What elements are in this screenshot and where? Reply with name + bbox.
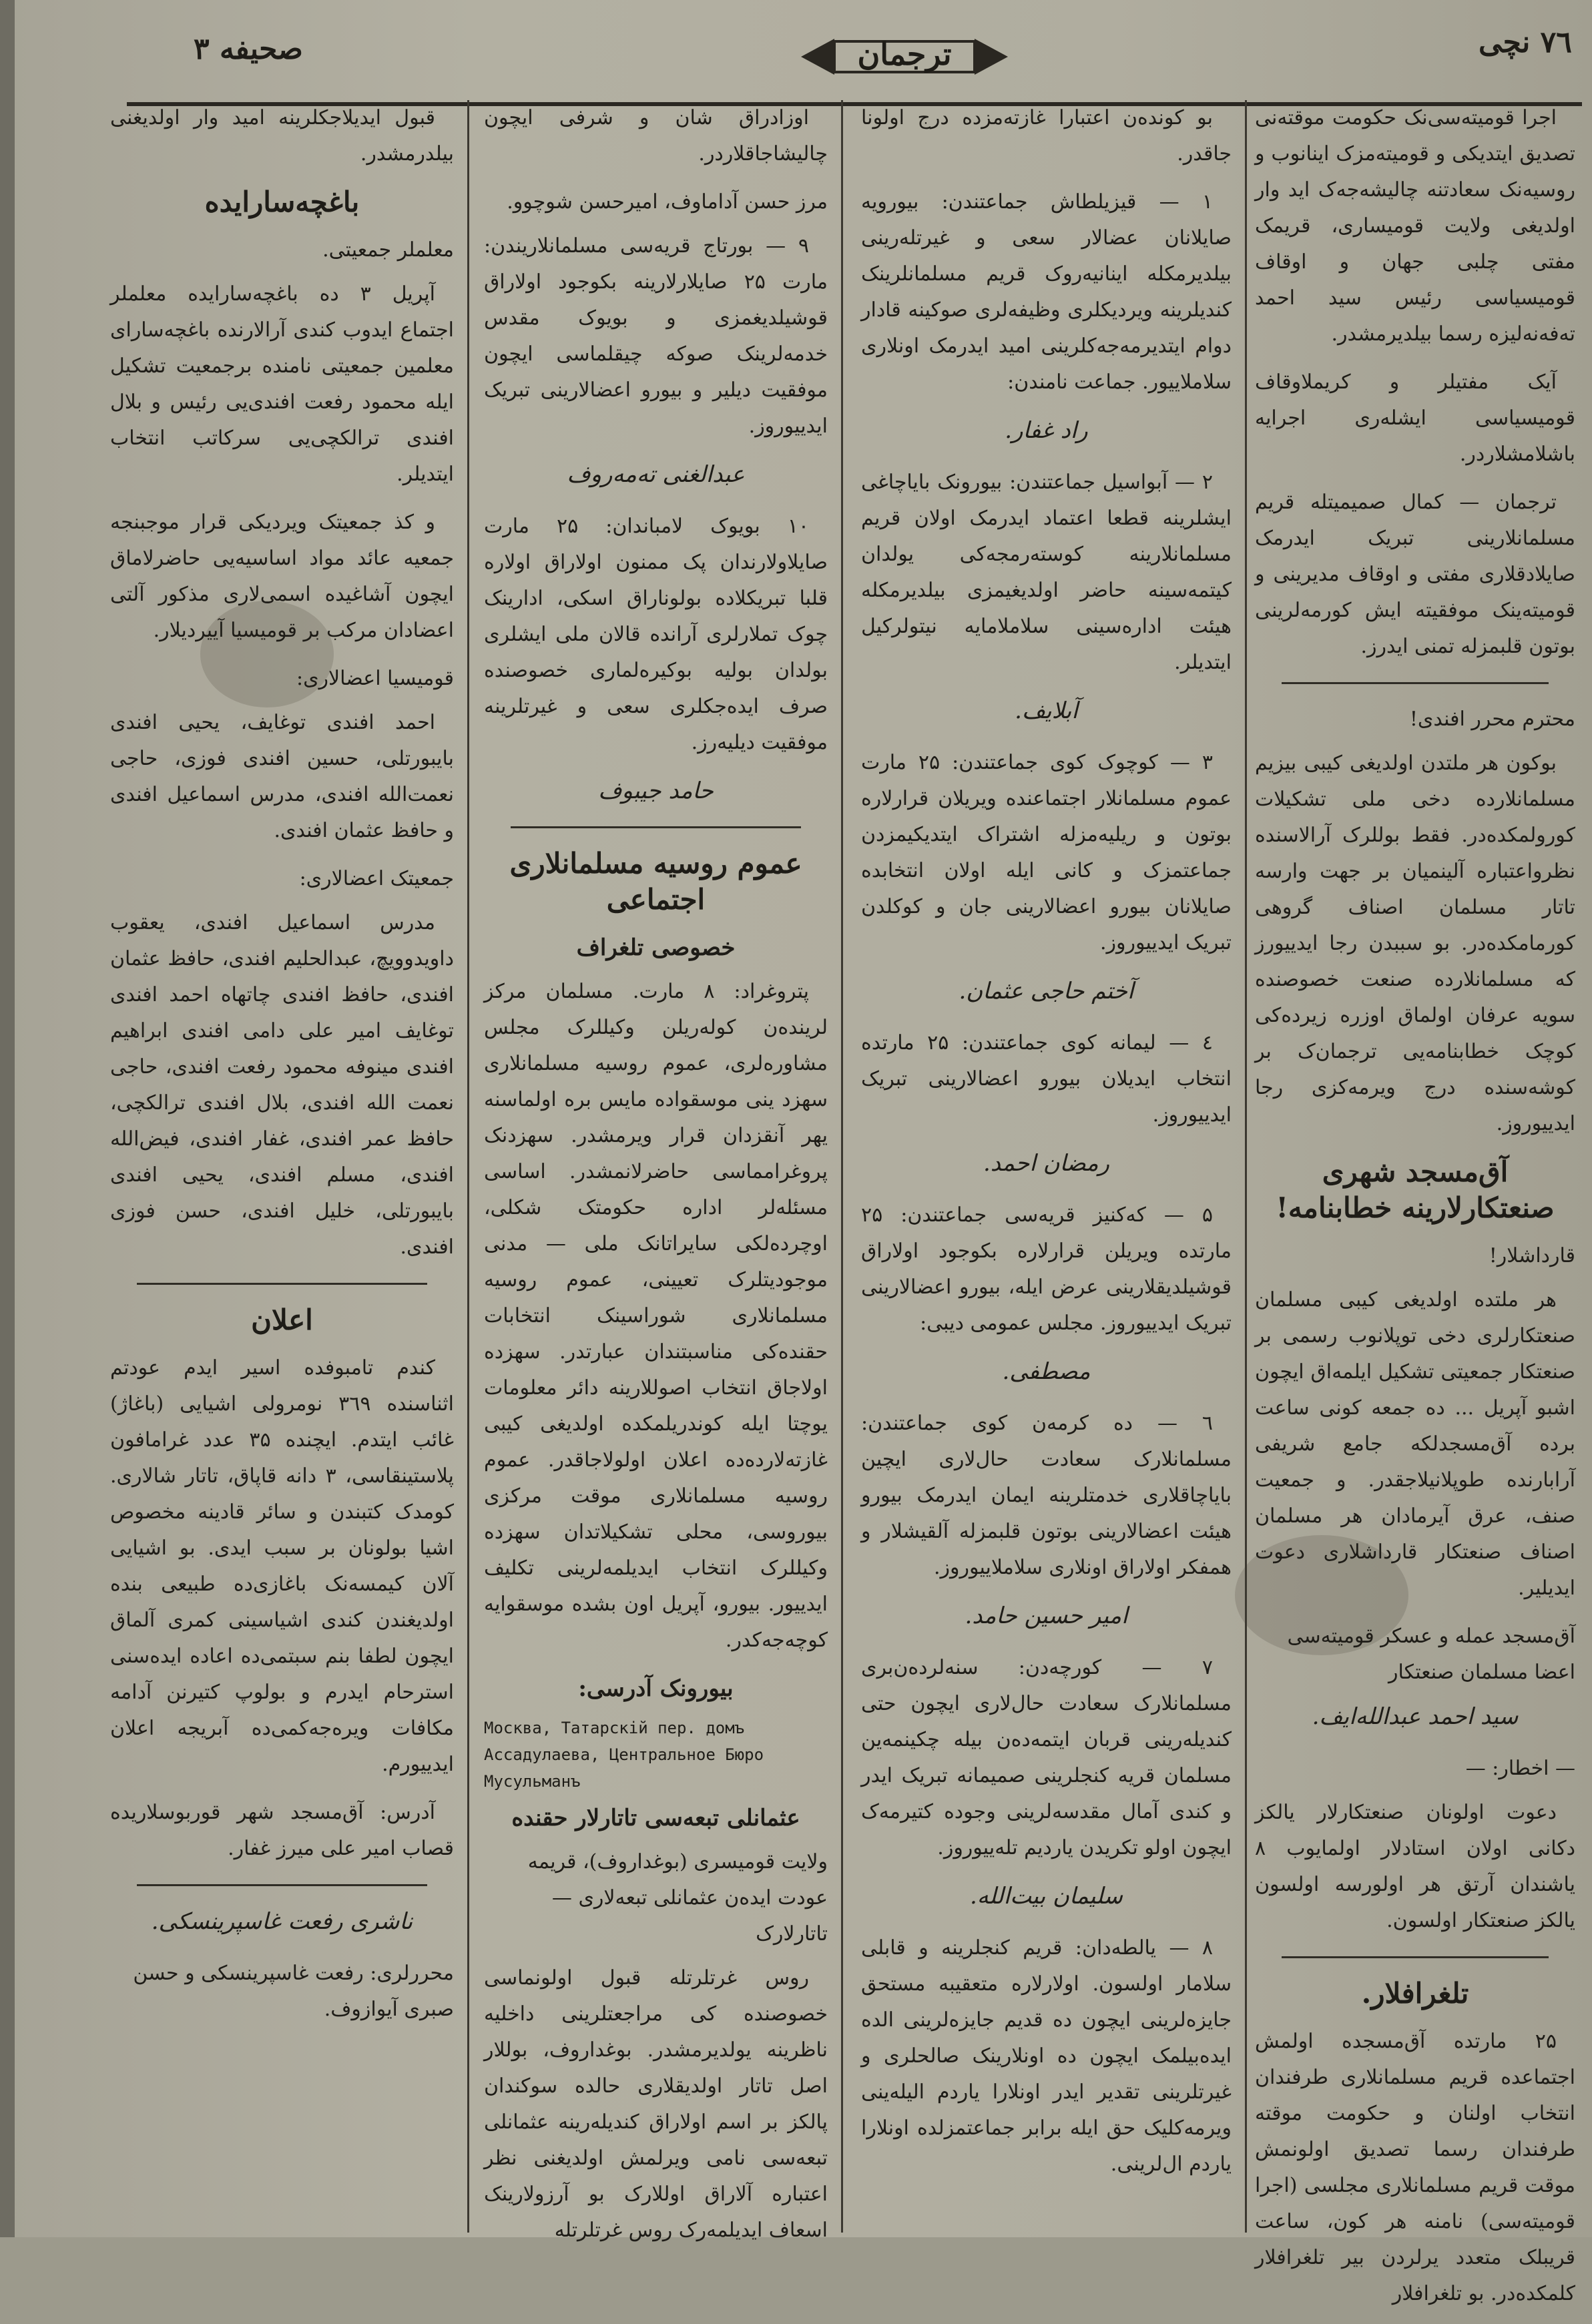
byline: محررلری: رفعت غاسپرینسکی و حسن صبری آیوازوف. [133, 1962, 454, 2021]
page-label: صحیفه ۳ [194, 32, 303, 66]
address-line: Москва, Татарскiй пер. домъ Ассадулаева, Центральное Бюро Мусульманъ [484, 1719, 764, 1791]
byline: محترم محرر افندی! [1409, 707, 1575, 731]
article-paragraph: اوزادراق شان و شرفی ایچون چالیشاجاقلاردر. [484, 106, 828, 166]
column-rule [841, 100, 843, 2233]
byline: آق‌مسجد عمله و عسکر قومیته‌سی اعضا مسلمان صنعتکار [1287, 1625, 1575, 1684]
article-paragraph: ۲ — آبواسیل جماعتندن: بیورونک بایاچاغی ایشلرینه قطعا اعتماد ایدرمک اولان قریم مسلمانلارینه کوسته‌رمجه‌کی یولدان کیتمه‌سینه حاضر اولدیغیمزی بیلدیرمکله هیئت اداره‌سینی سلاملامایه نیتولرکیل ایتدیلر. [861, 471, 1232, 674]
article-paragraph: هر ملتده اولدیغی کیبی مسلمان صنعتکارلری دخی توپلانوب رسمی بر صنعتکار جمعیتی تشکیل ایلمه‌اق ایچون اشبو آپریل ... ده جمعه کونی ساعت برده آق‌مسجدلکه جامع شریفی آرابارنده طوپلانیلاجقدر. و جمعیت صنف، عرق آیرمادان هر مسلمان اصناف صنعتکار قارداشلاری دعوت ایدیلیر. [1255, 1288, 1575, 1600]
article-paragraph: ۱۰ بویوک لامباندان: ۲۵ مارت صایلاولارندان پک ممنون اولاراق اولاره قلبا تبریکلاده بولوناراق اسکی، ادارینک چوک تملارلری آرانده قالان ملی ایشلری بولدان بولیه بوکیره‌لماری خصوصنده صرف ایده‌جکلری سعی و غیرتلرینه موفقیت دیلیه‌رز. [484, 515, 828, 754]
section-heading: تلغرافلار. [1361, 1977, 1469, 2010]
byline: مرز حسن آداماوف، امیرحسن شوچوو. [507, 190, 828, 214]
article-paragraph: ۱ — قیزیلطاش جماعتندن: بیورویه صایلانان عضالار سعی و غیرتله‌رینی بیلدیرمکله اینانیه‌روک قریم مسلمانلرینک کندیلرینه ویردیکلری وظیفه‌لری صوکینه قادار دوام ایتدیرمه‌جه‌کلرینی امید ایدرمک اونلاری سلاملاییور. جماعت نامندن: [861, 190, 1232, 394]
byline: جمعیتک اعضالاری: [299, 867, 454, 890]
column-2 [861, 100, 1232, 2195]
article-paragraph: آیک مفتیلر و کریملاوقاف قومیسیاسی ایشله‌ری اجرایه باشلامشلاردر. [1255, 370, 1575, 466]
signature: مصطفی. [1002, 1358, 1091, 1385]
column-3 [484, 100, 828, 2261]
signature: ناشری رفعت غاسپرینسکی. [151, 1908, 413, 1935]
article-paragraph: و کذ جمعیتک ویردیکی قرار موجبنجه جمعیه عائد مواد اساسیه‌یی حاضرلاماق ایچون آشاغیده اسمی‌لاری مذکور آلتی اعضادان مرکب بر قومیسیا آییردیلار. [110, 511, 454, 642]
article-paragraph: اجرا قومیته‌سی‌نک حکومت موقته‌نی تصدیق ایتدیکی و قومیته‌مزک اینانوب و روسیه‌نک سعادتنه چالیشه‌جه‌ک اید وار اولدیغی ولایت قومیساری، قریمک مفتی چلبی جهان و اوقاف قومیسیاسی رئیس سید احمد ته‌فه‌نه‌لیزه رسما بیلدیرمشدر. [1255, 106, 1575, 346]
subheading: بیورونک آدرسی: [578, 1675, 734, 1702]
column-rule [467, 100, 469, 2233]
signature: آختم حاجی عثمان. [959, 978, 1134, 1004]
byline: معلملر جمعیتی. [322, 238, 454, 262]
signature: حامد جیبوف [598, 778, 714, 804]
article-paragraph: ۸ — یالطه‌دان: قریم کنجلرینه و قابلی سلامار اولسون. اولارلاره متعقیبه مستحق جایزه‌لرینی ایچون ده قدیم جایزه‌لرینی الده ایده‌بیلمک ایچون ده اونلارینک صالحلری و غیرتلرینی تقدیر ایدر اونلارا یاردم الیله‌ینی ویرمه‌کلیک حق ایله برابر جماعتمزلده اونلارا یاردم ال‌لرینی. [861, 1936, 1232, 2176]
column-1 [1255, 100, 1575, 2324]
article-paragraph: ۲۵ مارتده آق‌مسجده اولمش اجتماعده قریم مسلمانلاری طرفندان انتخاب اولنان و حکومت موقته طرفندان رسما تصدیق اولونمش موقت قریم مسلمانلاری مجلسی (اجرا قومیته‌سی) نامنه هر کون، ساعت قریبلک متعدد یرلردن بیر تلغرافلار کلمکده‌در. بو تلغرافلار [1255, 2030, 1575, 2305]
article-paragraph: قبول ایدیلاجکلرینه امید وار اولدیغنی بیلدرمشدر. [110, 106, 454, 166]
article-paragraph: دعوت اولونان صنعتکارلار یالکز دکانی اولان استادلار اولمایوب ۸ یاشندان آرتق هر اولورسه اولسون یالکز صنعتکار اولسون. [1255, 1801, 1575, 1932]
signature: امیر حسین حامد. [965, 1603, 1128, 1629]
newspaper-title: ترجمان [857, 36, 952, 72]
article-paragraph: کندم تامبوفده اسیر ایدم عودتم اثناسنده ۳٦۹ نومرولی اشیایی (باغاژ) غائب ایتدم. ایچنده ۳۵ عدد غرامافون پلاستینقاسی، ۳ دانه قاپاق، تاتار شالاری. کومدک کتبندن و سائر قادینه مخصوص اشیا بولونان بر سبب ایدی. بو اشیایی آلان کیمسه‌نک باغازی‌ده طبیعی بنده اولدیغندن کندی اشیاسینی کمری آلماق ایچون لطفا بنم سبتمی‌ده اعاده ایده‌سنی استرحام ایدرم و بولوپ کتیرنن آدامه مکافات ویره‌جه‌کمی‌ده آبریجه اعلان ایدییورم. [110, 1356, 454, 1776]
byline: قومیسیا اعضالاری: [296, 667, 454, 690]
section-divider [1282, 682, 1549, 684]
signature: سید احمد عبدالله‌ایف. [1312, 1703, 1519, 1730]
article-paragraph: ۹ — بورتاج قریه‌سی مسلمانلاریندن: مارت ۲۵ صایلارلارینه بکوجود اولاراق قوشیلدیغمزی و بویوک مقدس خدمه‌لرینک صوکه چیقلماسی ایچون موفقیت دیلیر و بیورو اعضالارینی تبریک ایدییوروز. [484, 234, 828, 438]
byline: قارداشلار! [1489, 1244, 1575, 1267]
article-paragraph: ٤ — لیمانه کوی جماعتندن: ۲۵ مارتده انتخاب ایدیلان بیورو اعضالارینی تبریک ایدییوروز. [861, 1031, 1232, 1127]
section-divider [137, 1884, 427, 1886]
article-paragraph: مدرس اسماعیل افندی، یعقوب داویدوویچ، عبدالحلیم افندی، حافظ عثمان افندی، حافظ افندی چاتهاه احمد افندی توغایف امیر علی دامی افندی ابراهیم افندی مینوفه محمود رفعت افندی، حاجی نعمت الله افندی، بلال افندی ترالکچی، حافظ عمر افندی، غفار افندی، فیض‌الله افندی، مسلم افندی، یحیی افندی بایبورتلی، خلیل افندی، حسن فوزی افندی. [110, 911, 454, 1259]
article-paragraph: آپریل ۳ ده باغچه‌سارایده معلملر اجتماع ایدوب کندی آرالارنده باغچه‌سارای معلمین جمعیتی نامنده برجمعیت تشکیل ایله محمود رفعت افندی‌یی رئیس و بلال افندی ترالکچی‌یی سرکاتب انتخاب ایتدیلر. [110, 282, 454, 486]
article-paragraph: ترجمان — کمال صمیمیتله قریم مسلمانلارینی تبریک ایدرمک صایلادقلاری مفتی و اوقاف مدیرینی و قومیته‌ینک موفقیته ایش کورمه‌لرینی بوتون قلبمزله تمنی ایدرز. [1255, 491, 1575, 658]
article-paragraph: ۵ — که‌کنیز قریه‌سی جماعتندن: ۲۵ مارتده ویریلن قرارلاره بکوجود اولاراق قوشیلدیقلارینی عرض ایله، بیورو اعضالارینی تبریک ایدییوروز. مجلس عمومی دیبی: [861, 1203, 1232, 1335]
column-4 [110, 100, 454, 2036]
signature: رمضان احمد. [983, 1150, 1110, 1177]
newspaper-title-ornament [801, 27, 1008, 87]
section-heading: اعلان [251, 1303, 313, 1336]
article-paragraph: بو کونده‌ن اعتبارا غازته‌مزده درج اولونا جاقدر. [861, 106, 1232, 166]
byline: ولایت قومیسری (بوغداروف)، قریمه عودت ایده‌ن عثمانلی تبعه‌لاری — تاتارلارک [527, 1850, 828, 1946]
section-heading: باغچه‌سارایده [204, 186, 360, 218]
subheading: عثمانلی تبعه‌سی تاتارلار حقنده [511, 1805, 800, 1831]
page-number: ۷٦ نچی [1479, 25, 1572, 59]
signature: راد غفار. [1005, 417, 1088, 444]
section-divider [1282, 1956, 1549, 1958]
byline: — اخطار: — [1465, 1757, 1575, 1780]
section-divider [137, 1283, 427, 1285]
article-paragraph: ۷ — کورچه‌دن: سنه‌لرده‌ن‌بری مسلمانلارک سعادت حال‌لاری ایچون حتی کندیله‌رینی قربان ایتمه‌ده‌ن بیله چکینمه‌ین مسلمان قریه کنجلرینی صمیمانه تبریک ایدر و کندی آمال مقدسه‌لرینی وجوده کتیرمه‌ک ایچون اولو تکریدن یاردیم تله‌ییوروز. [861, 1656, 1232, 1859]
signature: عبدالغنی ته‌مه‌روف [567, 461, 745, 488]
article-paragraph: پتروغراد: ۸ مارت. مسلمان مرکز لرینده‌ن کوله‌ریلن وکیللرک مجلس مشاوره‌لری، عموم روسیه مسلمانلاری سهزد ینی موسقواده مایس بره اولماسنه یهر آنقزدان قرار ویرمشدر. سهزدنک پروغرامماسی حاضرلانمشدر. اساسی مسئله‌لر اداره حکومتک شکلی، اوچرده‌لکی سایراتانک ملی — مدنی موجودیتلرک تعیینی، عموم روسیه مسلمانلاری شوراسینک انتخابات حقنده‌کی مناسبتندان عبارتدر. سهزده اولاجاق انتخاب اصوللارینه دائر معلومات یوچتا ایله کوندریلمکده اولدیغی کیبی غازته‌لارده‌ده اعلان اولولاجاقدر. عموم روسیه مسلمانلاری موقت مرکزی بیوروسی، محلی تشکیلاتدان سهزده وکیللرک انتخاب ایدیلمه‌لرینی تکلیف ایدییور. بیورو، آپریل اون بشده موسقوایه کوچه‌جه‌کدر. [484, 980, 828, 1652]
section-heading: آق‌مسجد شهری صنعتکارلارینه خطابنامه! [1276, 1155, 1555, 1224]
signature: سلیمان بیت‌الله. [969, 1883, 1123, 1910]
article-paragraph: روس غرتلرتله قبول اولونماسی خصوصنده کی مراجعتلرینی داخلیه ناظرینه یولدیرمشدر. بوغداروف، بوللار اصل تاتار اولدیقلاری حالده سوکندان پالکز بر اسم اولاراق کندیله‌رینه عثمانلی تبعه‌سی نامی ویرلمش اولدیغنی نظر اعتباره آلاراق اوللارک بو آرزولارینک اسعاف ایدیلمه‌رک روس غرتلرتله [484, 1966, 828, 2242]
article-paragraph: احمد افندی توغایف، یحیی افندی بایبورتلی، حسین افندی فوزی، حاجی نعمت‌الله افندی، مدرس اسماعیل افندی و حافظ عثمان افندی. [110, 711, 454, 842]
section-heading: عموم روسیه مسلمانلاری اجتماعی [509, 847, 802, 916]
article-paragraph: بوکون هر ملتدن اولدیغی کیبی بیزیم مسلمانلارده دخی ملی تشکیلات کورولمکده‌در. فقط بوللرک آرالاسنده نظرواعتباره آلینمیان بر جهت وارسه تاتار مسلمان اصناف گروهی کورمامکده‌در. بو سببدن رجا ایدییورز که مسلمانلارده صنعت خصوصنده سویه عرفان اولماق اوزره زیرده‌کی کوچک خطابنامه‌یی ترجمان‌ک بر کوشه‌سنده درج ویرمه‌کزی رجا ایدییوروز. [1255, 752, 1575, 1135]
column-rule [1245, 100, 1247, 2233]
subheading: خصوصی تلغراف [576, 934, 736, 961]
article-paragraph: آدرس: آق‌مسجد شهر قوربوسلاریده قصاب امیر علی میرز غفار. [110, 1801, 454, 1860]
page-edge-shadow [0, 0, 15, 2237]
section-divider [511, 826, 801, 828]
masthead [0, 12, 1592, 99]
article-paragraph: ۳ — کوچوک کوی جماعتندن: ۲۵ مارت عموم مسلمانلار اجتماعنده ویریلان قرارلاره بوتون و ریلیه‌مزله اشتراک ایتدیکیمزدن جماعتمزک و کانی ایله اولان انتخابده صایلانان بیورو اعضالارینی جان و کوکلدن تبریک ایدییوروز. [861, 751, 1232, 954]
article-paragraph: ٦ — ده کرمه‌ن کوی جماعتندن: مسلمانلارک سعادت حال‌لاری ایچین بایاچاقلاری خدمتلرینه ایمان ایدرمک بیورو هیئت اعضالارینی بوتون قلبمزله آلقیشلار و همفکر اولاراق اونلاری سلاملاییوروز. [861, 1412, 1232, 1579]
signature: آبلایف. [1015, 697, 1078, 724]
